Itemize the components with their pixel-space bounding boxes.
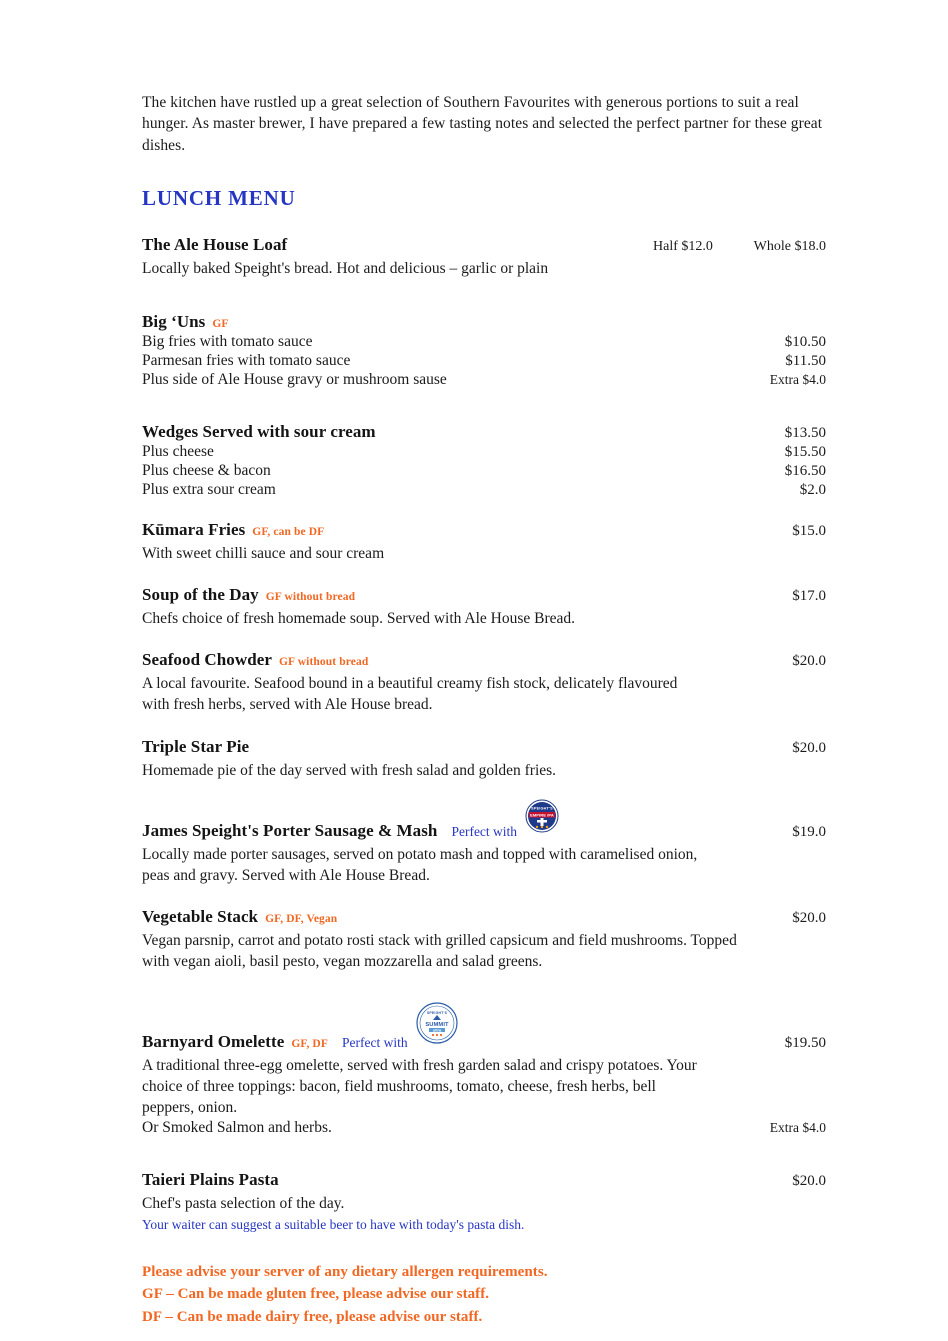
svg-text:ultra: ultra [432, 1028, 441, 1033]
sub-item-name: Plus cheese & bacon [142, 462, 271, 480]
item-header-row [142, 1170, 826, 1190]
dish-name: Taieri Plains Pasta [142, 1170, 279, 1190]
dish-description: Chefs choice of fresh homemade soup. Served with Ale House Bread. [142, 610, 576, 628]
price-half-value: $12.0 [681, 239, 713, 255]
sub-item-row [142, 352, 826, 370]
dish-name: The Ale House Loaf [142, 235, 288, 255]
sub-item-price: $15.50 [784, 444, 826, 461]
menu-item-soup-of-the-day [142, 585, 826, 629]
menu-item-porter-sausage-and-mash [142, 802, 826, 886]
perfect-with-label: Perfect with [451, 823, 518, 839]
sub-item-name: Plus side of Ale House gravy or mushroom sause [142, 371, 447, 389]
sub-item-name: Plus cheese [142, 443, 214, 461]
sub-item-name: Big fries with tomato sauce [142, 333, 313, 351]
dish-name: Barnyard Omelette [142, 1031, 285, 1051]
sub-item-price: $2.0 [799, 482, 826, 499]
spacer [142, 410, 826, 422]
dish-description: Chef's pasta selection of the day. [142, 1195, 345, 1213]
menu-item-seafood-chowder [142, 650, 826, 715]
sub-item-name: Parmesan fries with tomato sauce [142, 352, 351, 370]
menu-item-triple-star-pie [142, 737, 826, 781]
sub-item-row [142, 333, 826, 351]
menu-item-taieri-plains-pasta [142, 1170, 826, 1234]
dish-price: $13.50 [784, 425, 826, 442]
perfect-with-label: Perfect with [342, 1034, 408, 1050]
item-header-row [142, 802, 826, 841]
intro-paragraph: The kitchen have rustled up a great selection of Southern Favourites with generous portions to suit a real hunger. As master brewer, I have prepared a few tasting notes and selected the perfect partner for these great dishes. [142, 94, 823, 154]
extra-option-price: Extra $4.0 [769, 1120, 826, 1136]
menu-item-kumara-fries [142, 520, 826, 564]
dish-name: James Speight's Porter Sausage & Mash [142, 820, 438, 840]
dietary-tag: GF, DF [291, 1037, 328, 1050]
dish-description: Locally made porter sausages, served on potato mash and topped with caramelised onion, peas and gravy. Served with Ale House Bread. [142, 845, 698, 884]
svg-text:SPEIGHT'S: SPEIGHT'S [531, 806, 553, 811]
item-header-row [142, 650, 826, 670]
item-header-row [142, 585, 826, 605]
dish-name: Triple Star Pie [142, 736, 250, 756]
dish-description: Locally baked Speight's bread. Hot and delicious – garlic or plain [142, 260, 549, 278]
dish-description: A traditional three-egg omelette, served with fresh garden salad and crispy potatoes. Your choice of three toppings: bacon, field mushrooms, tomato, cheese, fresh herbs, bell peppers, onion. [142, 1056, 697, 1117]
sub-item-price: $10.50 [784, 334, 826, 351]
svg-text:SUMMIT: SUMMIT [424, 1021, 449, 1028]
dairy-free-note: DF – Can be made dairy free, please advise our staff. [142, 1308, 483, 1325]
sub-item-row [142, 462, 826, 480]
item-header-row [142, 235, 826, 255]
item-header-row [142, 520, 826, 540]
sub-item-price: Extra $4.0 [769, 372, 826, 388]
page-title: LUNCH MENU [142, 186, 296, 211]
menu-item-big-uns [142, 312, 826, 389]
extra-option-row [142, 1119, 826, 1137]
menu-item-wedges [142, 422, 826, 499]
dish-price: $15.0 [792, 523, 826, 540]
sub-item-name: Plus extra sour cream [142, 481, 276, 499]
sub-item-row [142, 481, 826, 499]
beer-suggestion-note: Your waiter can suggest a suitable beer to have with today's pasta dish. [142, 1217, 525, 1233]
dish-price: $20.0 [792, 1173, 826, 1190]
spacer [142, 993, 826, 1005]
dietary-tag: GF without bread [278, 656, 369, 669]
menu-item-barnyard-omelette [142, 1005, 826, 1137]
sub-item-row [142, 443, 826, 461]
dish-name: Soup of the Day [142, 585, 259, 605]
price-half-label: Half [653, 239, 678, 255]
dish-name: Seafood Chowder [142, 650, 272, 670]
allergen-note: Please advise your server of any dietary allergen requirements. [142, 1263, 548, 1280]
gluten-free-note: GF – Can be made gluten free, please advise our staff. [142, 1286, 490, 1303]
dish-price: $19.0 [792, 823, 826, 840]
spacer [142, 1158, 826, 1170]
dietary-tag: GF [212, 318, 229, 331]
item-header-row [142, 1005, 826, 1052]
empire-ipa-badge-icon [525, 799, 559, 833]
sub-item-price: $16.50 [784, 463, 826, 480]
sub-item-row [142, 371, 826, 389]
dietary-tag: GF, DF, Vegan [265, 912, 338, 925]
svg-text:EMPIRE IPA: EMPIRE IPA [530, 811, 554, 817]
dish-price: $20.0 [792, 739, 826, 756]
dietary-tag: GF without bread [265, 591, 356, 604]
dish-description: With sweet chilli sauce and sour cream [142, 545, 385, 563]
item-header-row [142, 422, 826, 442]
dish-name: Wedges Served with sour cream [142, 422, 376, 442]
dish-price: $20.0 [792, 909, 826, 926]
item-header-row [142, 907, 826, 927]
dish-description: A local favourite. Seafood bound in a beautiful creamy fish stock, delicately flavoured with fresh herbs, served with Ale House bread. [142, 675, 678, 714]
menu-item-vegetable-stack [142, 907, 826, 972]
sub-item-price: $11.50 [785, 353, 826, 370]
spacer [142, 300, 826, 312]
menu-items-list [142, 235, 826, 1234]
dish-price: $19.50 [784, 1034, 826, 1051]
dish-price: $20.0 [792, 653, 826, 670]
price-whole-label: Whole [753, 239, 791, 255]
menu-item-ale-house-loaf [142, 235, 826, 279]
price-group [635, 239, 826, 255]
dish-name: Big ‘Uns [142, 312, 206, 332]
svg-text:SPEIGHT'S: SPEIGHT'S [426, 1010, 447, 1015]
price-whole-value: $18.0 [794, 239, 826, 255]
allergen-footer [142, 1261, 822, 1329]
item-header-row [142, 737, 826, 757]
summit-ultra-badge-icon [416, 1002, 458, 1044]
dish-description: Vegan parsnip, carrot and potato rosti stack with grilled capsicum and field mushrooms. Topped with vegan aioli, basil pesto, vegan mozzarella and salad greens. [142, 931, 737, 970]
dish-price: $17.0 [792, 588, 826, 605]
extra-option-name: Or Smoked Salmon and herbs. [142, 1119, 332, 1137]
dish-name: Kūmara Fries [142, 520, 246, 540]
item-header-row [142, 312, 826, 332]
dietary-tag: GF, can be DF [252, 526, 325, 539]
dish-description: Homemade pie of the day served with fresh salad and golden fries. [142, 761, 557, 779]
dish-name: Vegetable Stack [142, 906, 259, 926]
